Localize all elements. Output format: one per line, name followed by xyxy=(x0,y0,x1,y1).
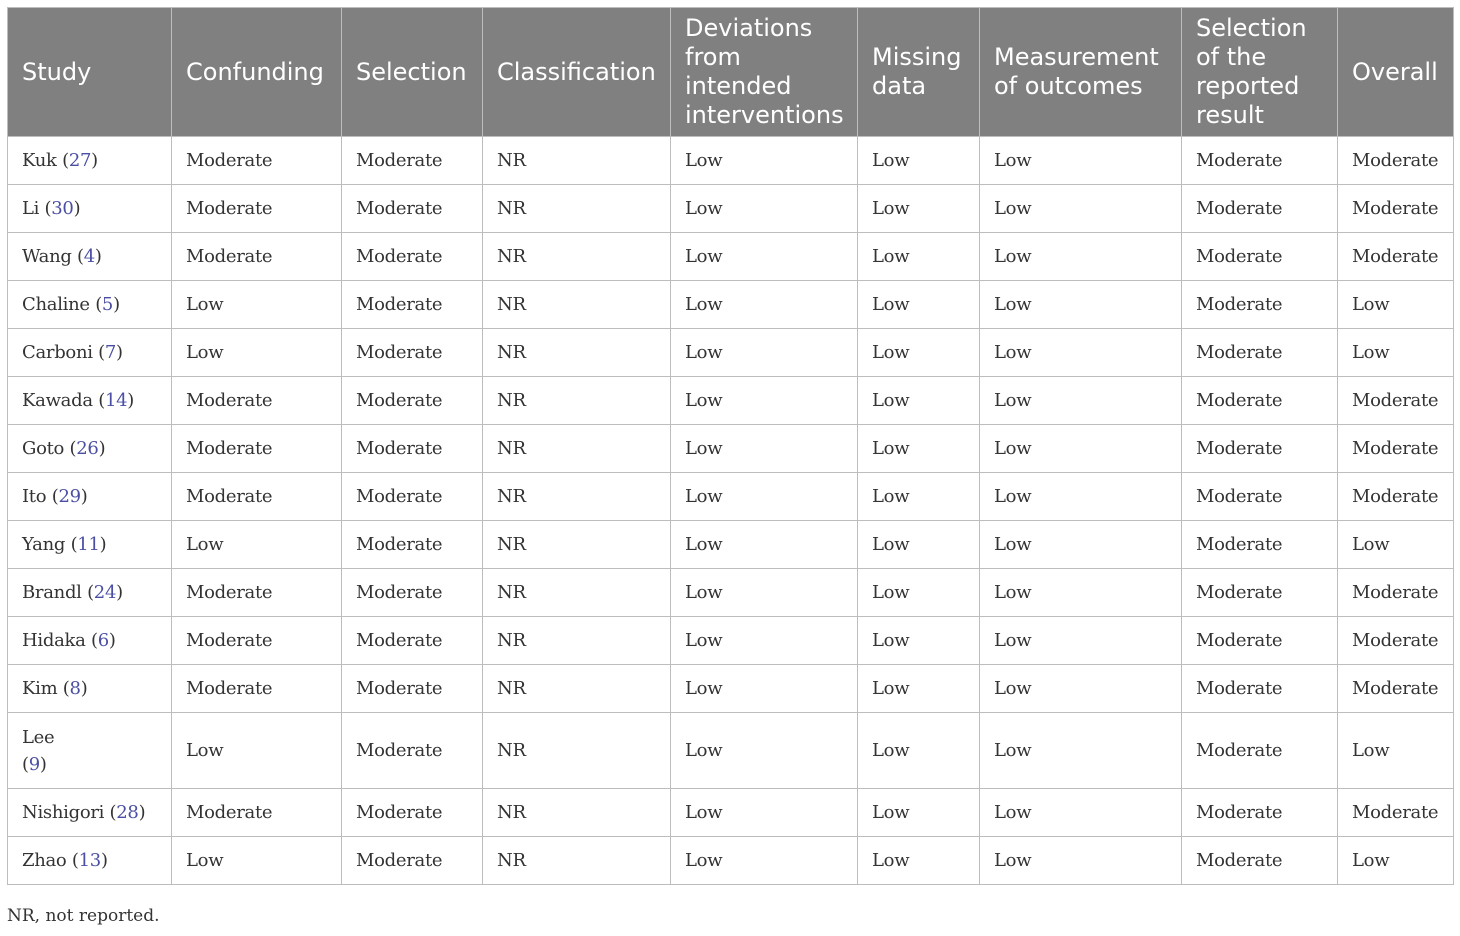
rating-cell: Low xyxy=(172,521,342,569)
study-cell: Goto (26) xyxy=(8,425,172,473)
rating-cell: NR xyxy=(483,185,671,233)
rating-cell: Low xyxy=(980,789,1182,837)
table-row xyxy=(8,617,1454,665)
table-row xyxy=(8,521,1454,569)
rating-cell: Moderate xyxy=(172,185,342,233)
rating-cell: Low xyxy=(858,425,980,473)
rating-cell: Moderate xyxy=(1338,377,1454,425)
rating-cell: Moderate xyxy=(1182,521,1338,569)
table-row xyxy=(8,665,1454,713)
rating-cell: NR xyxy=(483,521,671,569)
rating-cell: Low xyxy=(671,713,858,789)
rating-cell: Low xyxy=(858,789,980,837)
study-name: Kawada xyxy=(22,390,93,411)
rating-cell: NR xyxy=(483,569,671,617)
rating-cell: Moderate xyxy=(342,233,483,281)
rating-cell: Low xyxy=(858,137,980,185)
rating-cell: Moderate xyxy=(342,329,483,377)
rating-cell: Low xyxy=(671,185,858,233)
rating-cell: Low xyxy=(980,837,1182,885)
reference-link[interactable]: 29 xyxy=(58,486,81,507)
rating-cell: Moderate xyxy=(1182,837,1338,885)
risk-of-bias-table xyxy=(7,7,1454,885)
rating-cell: Low xyxy=(858,377,980,425)
rating-cell: Low xyxy=(671,789,858,837)
rating-cell: Low xyxy=(671,329,858,377)
reference-link[interactable]: 11 xyxy=(77,534,100,555)
rating-cell: Moderate xyxy=(342,789,483,837)
rating-cell: Moderate xyxy=(342,837,483,885)
table-row xyxy=(8,281,1454,329)
column-header: Missing data xyxy=(858,8,980,137)
reference-link[interactable]: 30 xyxy=(51,198,74,219)
rating-cell: Low xyxy=(980,329,1182,377)
study-name: Chaline xyxy=(22,294,90,315)
rating-cell: Low xyxy=(671,377,858,425)
rating-cell: Moderate xyxy=(172,569,342,617)
rating-cell: Low xyxy=(1338,713,1454,789)
rating-cell: Low xyxy=(980,521,1182,569)
reference-link[interactable]: 9 xyxy=(28,753,40,775)
study-name: Brandl xyxy=(22,582,82,603)
study-cell: Brandl (24) xyxy=(8,569,172,617)
rating-cell: Moderate xyxy=(1182,665,1338,713)
rating-cell: Low xyxy=(980,713,1182,789)
rating-cell: NR xyxy=(483,473,671,521)
reference-link[interactable]: 7 xyxy=(104,342,117,363)
rating-cell: NR xyxy=(483,137,671,185)
rating-cell: Moderate xyxy=(1182,377,1338,425)
rating-cell: Low xyxy=(671,617,858,665)
study-name: Kim xyxy=(22,678,58,699)
rating-cell: Moderate xyxy=(1182,281,1338,329)
rating-cell: Low xyxy=(671,233,858,281)
table-body xyxy=(8,137,1454,885)
rating-cell: Moderate xyxy=(1338,425,1454,473)
study-cell: Kawada (14) xyxy=(8,377,172,425)
rating-cell: Moderate xyxy=(342,569,483,617)
rating-cell: Moderate xyxy=(1338,233,1454,281)
rating-cell: NR xyxy=(483,377,671,425)
rating-cell: Low xyxy=(980,665,1182,713)
rating-cell: Moderate xyxy=(1338,665,1454,713)
table-row xyxy=(8,377,1454,425)
column-header: Selection of the reported result xyxy=(1182,8,1338,137)
study-cell: Lee (9) xyxy=(8,713,172,789)
rating-cell: Low xyxy=(980,377,1182,425)
rating-cell: Moderate xyxy=(342,473,483,521)
rating-cell: Moderate xyxy=(1182,713,1338,789)
reference-link[interactable]: 27 xyxy=(68,150,92,171)
rating-cell: Moderate xyxy=(172,137,342,185)
rating-cell: Moderate xyxy=(1182,329,1338,377)
rating-cell: Low xyxy=(671,665,858,713)
rating-cell: NR xyxy=(483,713,671,789)
rating-cell: Low xyxy=(1338,281,1454,329)
study-name: Yang xyxy=(22,534,66,555)
table-row xyxy=(8,329,1454,377)
rating-cell: Moderate xyxy=(172,789,342,837)
study-name: Lee xyxy=(22,726,55,748)
rating-cell: Low xyxy=(858,233,980,281)
rating-cell: Moderate xyxy=(342,665,483,713)
study-cell: Yang (11) xyxy=(8,521,172,569)
study-name: Hidaka xyxy=(22,630,86,651)
rating-cell: Low xyxy=(980,569,1182,617)
rating-cell: Moderate xyxy=(1182,233,1338,281)
study-name: Kuk xyxy=(22,150,57,171)
rating-cell: Moderate xyxy=(342,185,483,233)
table-row xyxy=(8,789,1454,837)
rating-cell: Moderate xyxy=(1182,569,1338,617)
rating-cell: Moderate xyxy=(172,425,342,473)
rating-cell: Moderate xyxy=(1182,137,1338,185)
study-name: Goto xyxy=(22,438,65,459)
table-row xyxy=(8,185,1454,233)
study-name: Wang xyxy=(22,246,72,267)
rating-cell: Low xyxy=(858,713,980,789)
table-row xyxy=(8,713,1454,789)
rating-cell: Moderate xyxy=(1338,569,1454,617)
rating-cell: Moderate xyxy=(342,137,483,185)
rating-cell: Moderate xyxy=(1338,185,1454,233)
table-row xyxy=(8,569,1454,617)
rating-cell: Moderate xyxy=(1182,185,1338,233)
rating-cell: Moderate xyxy=(1182,425,1338,473)
rating-cell: NR xyxy=(483,789,671,837)
study-cell: Carboni (7) xyxy=(8,329,172,377)
study-name: Nishigori xyxy=(22,802,105,823)
rating-cell: Low xyxy=(858,281,980,329)
rating-cell: NR xyxy=(483,425,671,473)
study-name: Carboni xyxy=(22,342,93,363)
rating-cell: Moderate xyxy=(1182,617,1338,665)
reference-link[interactable]: 8 xyxy=(69,678,81,699)
rating-cell: Moderate xyxy=(342,425,483,473)
rating-cell: Low xyxy=(980,185,1182,233)
reference-link[interactable]: 13 xyxy=(78,850,101,871)
rating-cell: Moderate xyxy=(172,473,342,521)
rating-cell: Low xyxy=(980,617,1182,665)
table-row xyxy=(8,137,1454,185)
rating-cell: Low xyxy=(858,473,980,521)
rating-cell: Low xyxy=(172,837,342,885)
rating-cell: Low xyxy=(172,713,342,789)
rating-cell: Moderate xyxy=(1338,617,1454,665)
rating-cell: Low xyxy=(858,837,980,885)
rating-cell: NR xyxy=(483,665,671,713)
rating-cell: Low xyxy=(858,185,980,233)
rating-cell: NR xyxy=(483,617,671,665)
rating-cell: Low xyxy=(1338,521,1454,569)
study-cell: Zhao (13) xyxy=(8,837,172,885)
study-cell: Kuk (27) xyxy=(8,137,172,185)
rating-cell: Low xyxy=(980,473,1182,521)
rating-cell: Low xyxy=(671,837,858,885)
rating-cell: Moderate xyxy=(172,617,342,665)
reference-link[interactable]: 5 xyxy=(101,294,114,315)
rating-cell: Low xyxy=(172,329,342,377)
rating-cell: Low xyxy=(858,521,980,569)
column-header: Overall xyxy=(1338,8,1454,137)
rating-cell: Low xyxy=(671,137,858,185)
reference-link[interactable]: 6 xyxy=(97,630,109,651)
study-cell: Ito (29) xyxy=(8,473,172,521)
column-header: Study xyxy=(8,8,172,137)
column-header: Measurement of outcomes xyxy=(980,8,1182,137)
rating-cell: Moderate xyxy=(1182,473,1338,521)
study-cell: Nishigori (28) xyxy=(8,789,172,837)
study-name: Ito xyxy=(22,486,47,507)
rating-cell: Low xyxy=(671,425,858,473)
rating-cell: Moderate xyxy=(342,617,483,665)
table-row xyxy=(8,473,1454,521)
column-header: Classification xyxy=(483,8,671,137)
reference-link[interactable]: 26 xyxy=(76,438,99,459)
table-row xyxy=(8,233,1454,281)
rating-cell: Moderate xyxy=(172,377,342,425)
rating-cell: Low xyxy=(671,569,858,617)
table-row xyxy=(8,837,1454,885)
rating-cell: Low xyxy=(858,569,980,617)
reference-link[interactable]: 14 xyxy=(104,390,128,411)
study-cell: Wang (4) xyxy=(8,233,172,281)
rating-cell: Low xyxy=(980,425,1182,473)
rating-cell: Low xyxy=(980,281,1182,329)
rating-cell: Moderate xyxy=(172,665,342,713)
rating-cell: Low xyxy=(980,137,1182,185)
study-cell: Chaline (5) xyxy=(8,281,172,329)
study-cell: Hidaka (6) xyxy=(8,617,172,665)
rating-cell: Low xyxy=(671,473,858,521)
risk-of-bias-table-container xyxy=(7,7,1453,885)
column-header: Selection xyxy=(342,8,483,137)
study-cell: Kim (8) xyxy=(8,665,172,713)
rating-cell: Moderate xyxy=(1338,137,1454,185)
rating-cell: Low xyxy=(671,281,858,329)
rating-cell: Low xyxy=(858,617,980,665)
study-name: Li xyxy=(22,198,40,219)
rating-cell: Moderate xyxy=(1338,789,1454,837)
rating-cell: Moderate xyxy=(1338,473,1454,521)
rating-cell: Moderate xyxy=(342,521,483,569)
rating-cell: Low xyxy=(1338,837,1454,885)
reference-link[interactable]: 24 xyxy=(93,582,117,603)
reference-link[interactable]: 4 xyxy=(83,246,95,267)
rating-cell: Low xyxy=(858,665,980,713)
header-row xyxy=(8,8,1454,137)
rating-cell: NR xyxy=(483,281,671,329)
rating-cell: Moderate xyxy=(342,281,483,329)
rating-cell: Moderate xyxy=(342,377,483,425)
rating-cell: Low xyxy=(172,281,342,329)
rating-cell: Moderate xyxy=(172,233,342,281)
rating-cell: Moderate xyxy=(342,713,483,789)
table-footnote: NR, not reported. xyxy=(7,906,160,926)
rating-cell: Moderate xyxy=(1182,789,1338,837)
rating-cell: NR xyxy=(483,329,671,377)
rating-cell: NR xyxy=(483,233,671,281)
rating-cell: Low xyxy=(671,521,858,569)
column-header: Deviations from intended interventions xyxy=(671,8,858,137)
rating-cell: Low xyxy=(980,233,1182,281)
rating-cell: Low xyxy=(858,329,980,377)
study-name: Zhao xyxy=(22,850,67,871)
table-row xyxy=(8,425,1454,473)
reference-link[interactable]: 28 xyxy=(116,802,139,823)
rating-cell: Low xyxy=(1338,329,1454,377)
rating-cell: NR xyxy=(483,837,671,885)
column-header: Confunding xyxy=(172,8,342,137)
study-cell: Li (30) xyxy=(8,185,172,233)
